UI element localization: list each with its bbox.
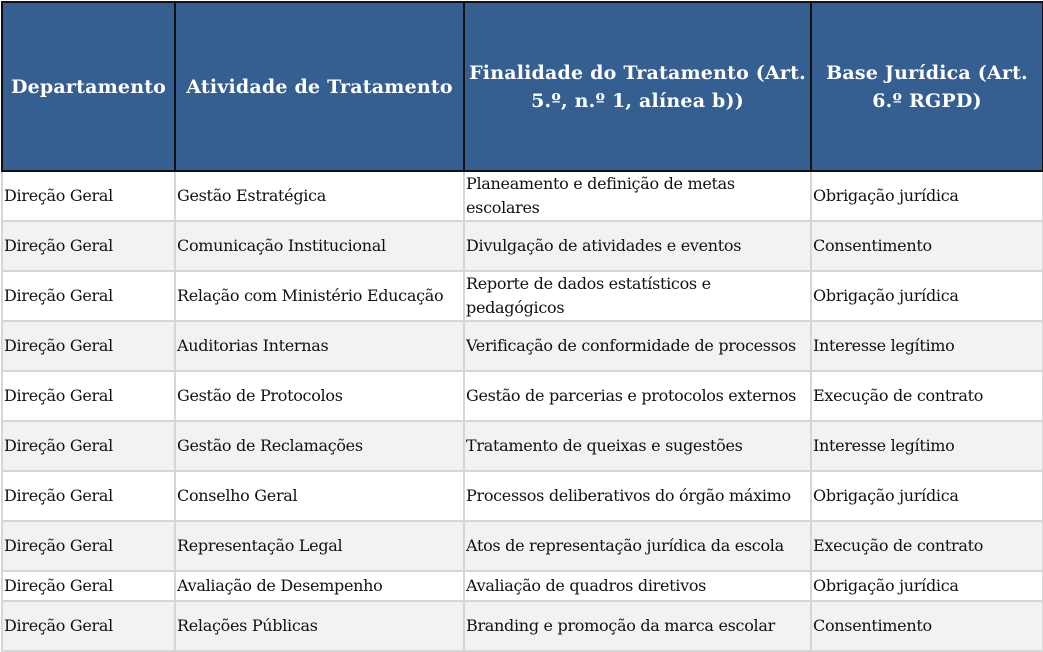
cell-atividade: Gestão de Protocolos bbox=[175, 371, 464, 421]
cell-base-juridica: Interesse legítimo bbox=[811, 421, 1043, 471]
cell-finalidade: Reporte de dados estatísticos e pedagógicos bbox=[464, 271, 811, 321]
cell-base-juridica: Execução de contrato bbox=[811, 521, 1043, 571]
cell-finalidade: Divulgação de atividades e eventos bbox=[464, 221, 811, 271]
table-header bbox=[2, 2, 1043, 171]
cell-departamento: Direção Geral bbox=[2, 371, 175, 421]
table-row bbox=[2, 521, 1043, 571]
cell-finalidade: Branding e promoção da marca escolar bbox=[464, 601, 811, 651]
cell-departamento: Direção Geral bbox=[2, 271, 175, 321]
table-row bbox=[2, 221, 1043, 271]
cell-base-juridica: Consentimento bbox=[811, 601, 1043, 651]
cell-base-juridica: Consentimento bbox=[811, 221, 1043, 271]
cell-atividade: Relações Públicas bbox=[175, 601, 464, 651]
cell-base-juridica: Obrigação jurídica bbox=[811, 271, 1043, 321]
cell-departamento: Direção Geral bbox=[2, 521, 175, 571]
cell-base-juridica: Interesse legítimo bbox=[811, 321, 1043, 371]
cell-finalidade: Processos deliberativos do órgão máximo bbox=[464, 471, 811, 521]
cell-atividade: Auditorias Internas bbox=[175, 321, 464, 371]
cell-atividade: Conselho Geral bbox=[175, 471, 464, 521]
table-row bbox=[2, 271, 1043, 321]
table-row bbox=[2, 421, 1043, 471]
cell-finalidade: Atos de representação jurídica da escola bbox=[464, 521, 811, 571]
cell-base-juridica: Obrigação jurídica bbox=[811, 571, 1043, 601]
cell-finalidade: Verificação de conformidade de processos bbox=[464, 321, 811, 371]
cell-departamento: Direção Geral bbox=[2, 421, 175, 471]
cell-atividade: Relação com Ministério Educação bbox=[175, 271, 464, 321]
header-departamento: Departamento bbox=[2, 2, 175, 171]
cell-atividade: Gestão de Reclamações bbox=[175, 421, 464, 471]
cell-departamento: Direção Geral bbox=[2, 321, 175, 371]
cell-base-juridica: Obrigação jurídica bbox=[811, 171, 1043, 221]
cell-departamento: Direção Geral bbox=[2, 221, 175, 271]
processing-activities-table bbox=[1, 1, 1043, 652]
table-row bbox=[2, 171, 1043, 221]
table-body bbox=[2, 171, 1043, 651]
cell-finalidade: Avaliação de quadros diretivos bbox=[464, 571, 811, 601]
cell-departamento: Direção Geral bbox=[2, 171, 175, 221]
header-base-juridica: Base Jurídica (Art. 6.º RGPD) bbox=[811, 2, 1043, 171]
table-row bbox=[2, 601, 1043, 651]
cell-finalidade: Tratamento de queixas e sugestões bbox=[464, 421, 811, 471]
table-row bbox=[2, 321, 1043, 371]
header-finalidade: Finalidade do Tratamento (Art. 5.º, n.º 1, alínea b)) bbox=[464, 2, 811, 171]
cell-base-juridica: Execução de contrato bbox=[811, 371, 1043, 421]
table-row bbox=[2, 471, 1043, 521]
cell-finalidade: Planeamento e definição de metas escolares bbox=[464, 171, 811, 221]
cell-atividade: Representação Legal bbox=[175, 521, 464, 571]
cell-departamento: Direção Geral bbox=[2, 471, 175, 521]
header-atividade: Atividade de Tratamento bbox=[175, 2, 464, 171]
cell-base-juridica: Obrigação jurídica bbox=[811, 471, 1043, 521]
header-row bbox=[2, 2, 1043, 171]
cell-atividade: Gestão Estratégica bbox=[175, 171, 464, 221]
cell-departamento: Direção Geral bbox=[2, 571, 175, 601]
cell-atividade: Avaliação de Desempenho bbox=[175, 571, 464, 601]
cell-departamento: Direção Geral bbox=[2, 601, 175, 651]
cell-atividade: Comunicação Institucional bbox=[175, 221, 464, 271]
table-row bbox=[2, 371, 1043, 421]
cell-finalidade: Gestão de parcerias e protocolos externos bbox=[464, 371, 811, 421]
table-row bbox=[2, 571, 1043, 601]
